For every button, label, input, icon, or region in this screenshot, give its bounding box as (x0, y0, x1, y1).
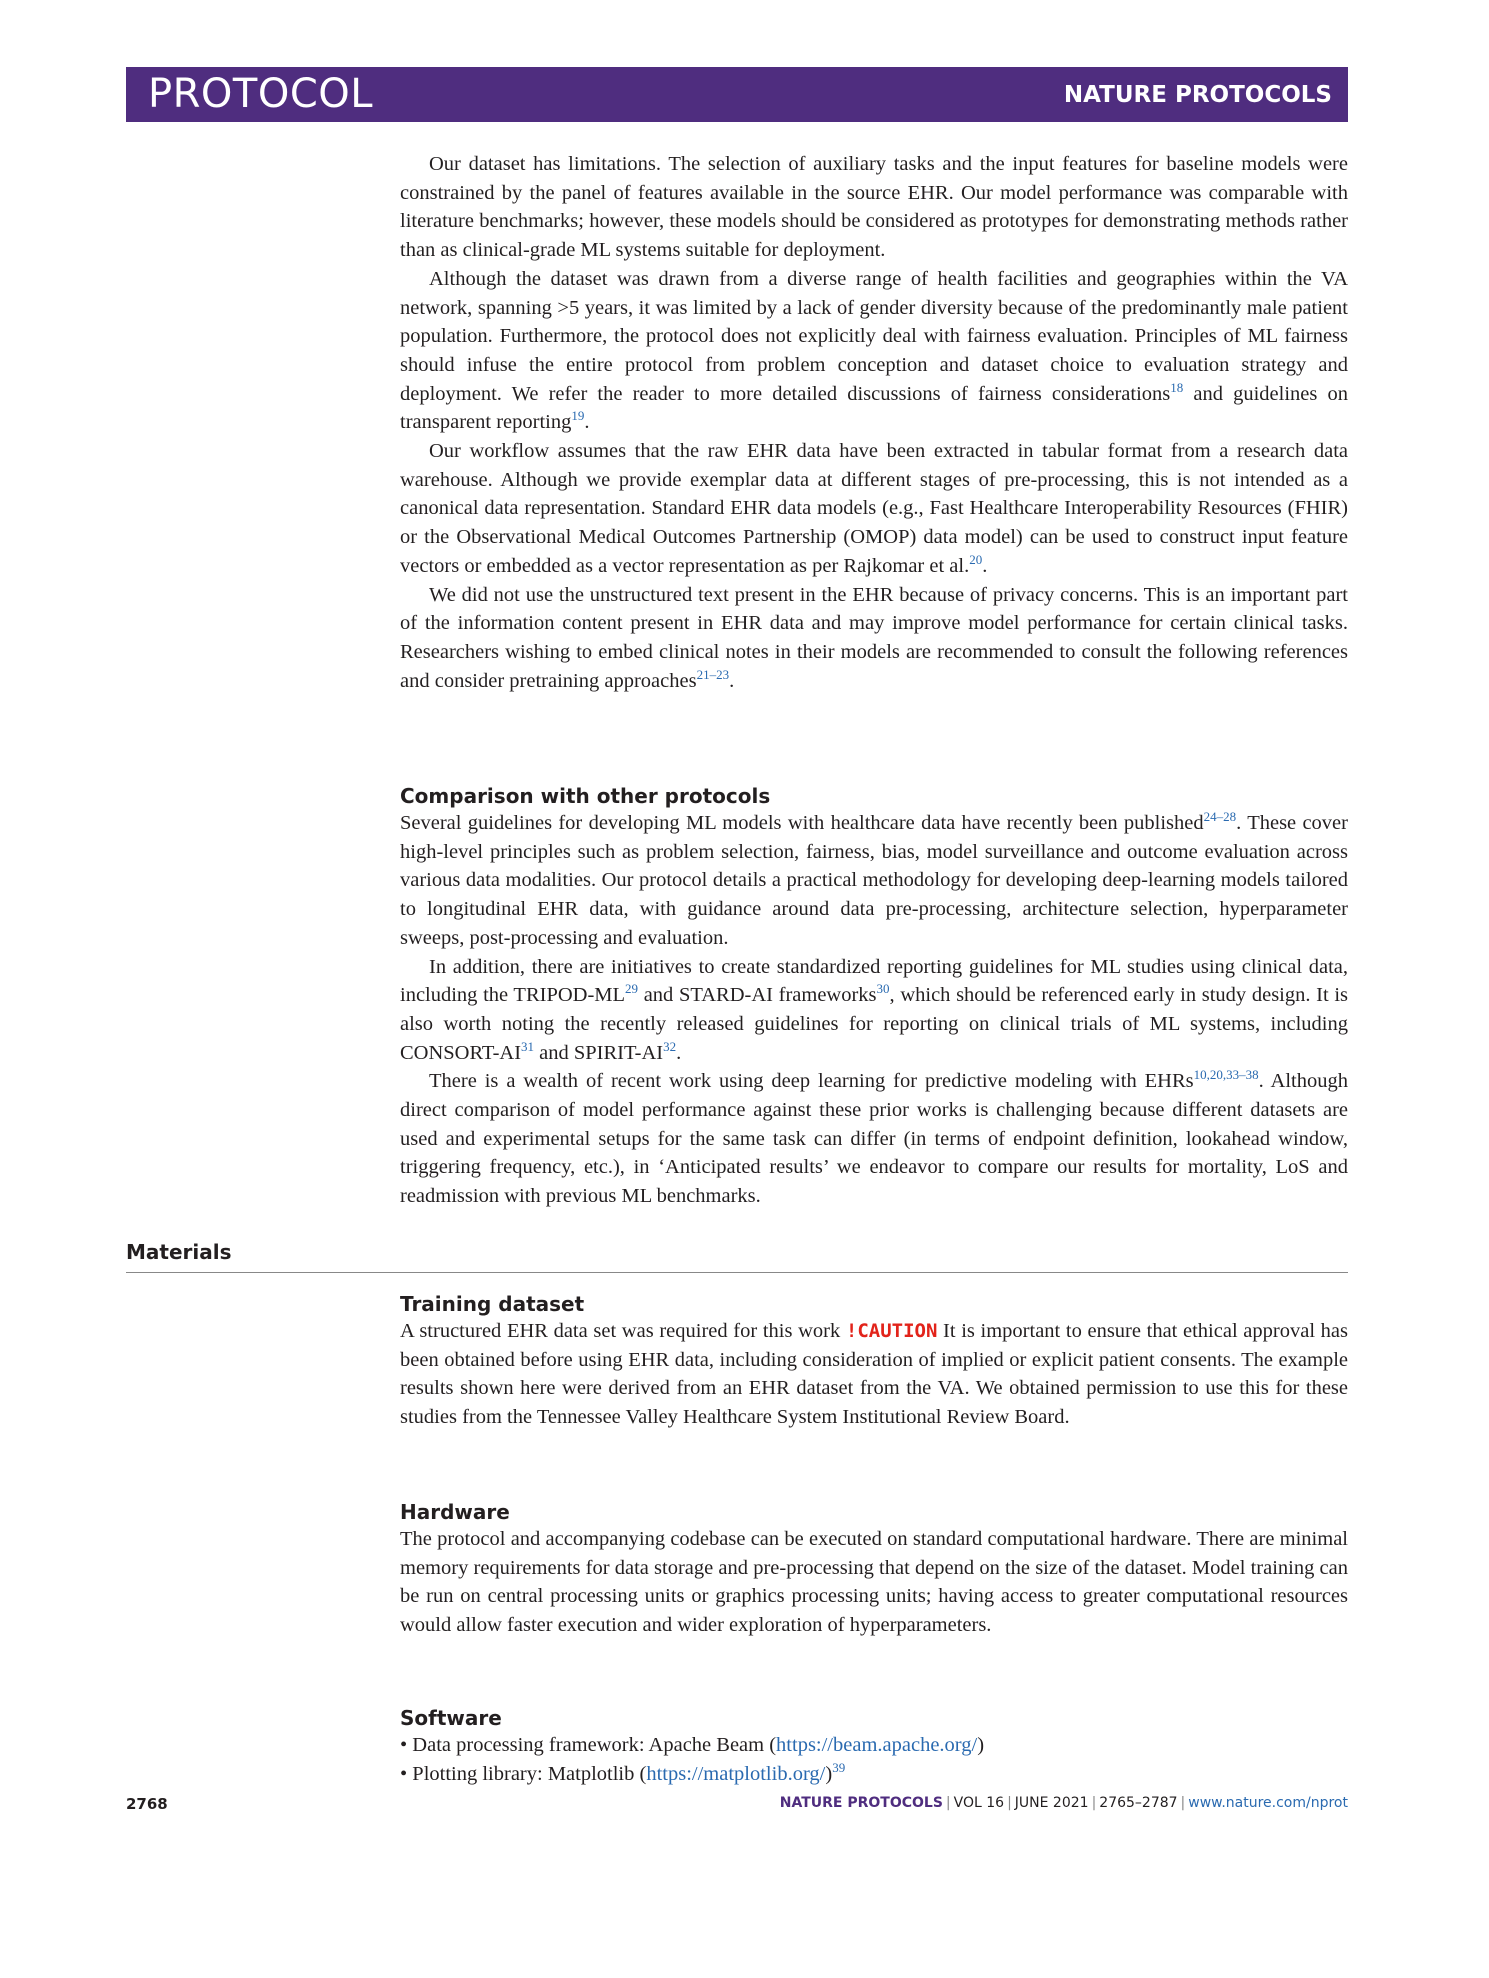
paragraph: We did not use the unstructured text present in the EHR because of privacy concerns. This is an important part of the information content present in EHR data and may improve model performance for certain clinical tasks. Researchers wishing to embed clinical notes in their models are recommended to consult the following references and consider pretraining approaches$^{21-23}$. (400, 583, 1348, 692)
paragraph: A structured EHR data set was required for this work !CAUTION It is important to ensure that ethical approval has been obtained before using EHR data, including consideration of implied or explicit patient consents. The example results shown here were derived from an EHR dataset from the VA. We obtained permission to use this for these studies from the Tennessee Valley Healthcare System Institutional Review Board. (400, 1320, 1348, 1429)
caution-label: !CAUTION (845, 1320, 938, 1342)
footer-citation: NATURE PROTOCOLS | VOL 16 | JUNE 2021 | 2765–2787 | www.nature.com/nprot (779, 1795, 1348, 1811)
footer-pages: 2765–2787 (1099, 1795, 1178, 1811)
reference-link[interactable]: 29 (625, 981, 639, 997)
hardware-section (400, 1499, 1348, 1640)
reference-link[interactable]: 19 (571, 408, 585, 424)
list-item: • Data processing framework: Apache Beam (https://beam.apache.org/) (400, 1734, 985, 1756)
list-item: • Plotting library: Matplotlib (https://matplotlib.org/)$^{39}$ (400, 1759, 846, 1785)
footer-date: JUNE 2021 (1014, 1795, 1089, 1811)
divider (126, 1272, 1348, 1273)
journal-name: NATURE PROTOCOLS (1063, 82, 1332, 108)
materials-heading: Materials (126, 1240, 232, 1264)
reference-link[interactable]: 39 (832, 1759, 846, 1775)
software-list (400, 1731, 1348, 1788)
reference-link[interactable]: 30 (876, 981, 890, 997)
section-heading: Hardware (400, 1500, 510, 1524)
paragraph: In addition, there are initiatives to create standardized reporting guidelines for ML studies using clinical data, including the TRIPOD-ML$^{29}$ and STARD-AI frameworks$^{30}$, which should be referenced early in study design. It is also worth noting the recently released guidelines for reporting on clinical trials of ML systems, including CONSORT-AI$^{31}$ and SPIRIT-AI$^{32}$. (400, 955, 1348, 1064)
paragraph: There is a wealth of recent work using deep learning for predictive modeling with EHRs$^{10,20,33-38}$. Although direct comparison of model performance against these prior works is challenging because different datasets are used and experimental setups for the same task can differ (in terms of endpoint definition, lookahead window, triggering frequency, etc.), in ‘Anticipated results’ we endeavor to compare our results for mortality, LoS and readmission with previous ML benchmarks. (400, 1067, 1348, 1208)
software-section (400, 1705, 1348, 1788)
reference-link[interactable]: 18 (1170, 379, 1184, 395)
paragraph: Although the dataset was drawn from a diverse range of health facilities and geographies within the VA network, spanning >5 years, it was limited by a lack of gender diversity because of the predominantly male patient population. Furthermore, the protocol does not explicitly deal with fairness evaluation. Principles of ML fairness should infuse the entire protocol from problem conception and dataset choice to evaluation strategy and deployment. We refer the reader to more detailed discussions of fairness considerations$^{18}$ and guidelines on transparent reporting$^{19}$. (400, 267, 1348, 434)
reference-link[interactable]: 24–28 (1203, 809, 1237, 824)
section-heading: Training dataset (400, 1292, 585, 1316)
reference-link[interactable]: 31 (521, 1038, 535, 1054)
reference-link[interactable]: 32 (663, 1038, 677, 1054)
section-label: PROTOCOL (148, 71, 374, 117)
reference-link[interactable]: 20 (969, 551, 983, 567)
beam-link[interactable]: https://beam.apache.org/ (776, 1734, 978, 1756)
intro-text (400, 150, 1348, 695)
footer-url[interactable]: www.nature.com/nprot (1188, 1795, 1348, 1811)
page-number: 2768 (126, 1795, 168, 1813)
paragraph: Our workflow assumes that the raw EHR data have been extracted in tabular format from a research data warehouse. Although we provide exemplar data at different stages of pre-processing, this is not intended as a canonical data representation. Standard EHR data models (e.g., Fast Healthcare Interoperability Resources (FHIR) or the Observational Medical Outcomes Partnership (OMOP) data model) can be used to construct input feature vectors or embedded as a vector representation as per Rajkomar et al.$^{20}$. (400, 440, 1348, 577)
training-dataset-section (400, 1291, 1348, 1432)
section-heading: Software (400, 1706, 502, 1730)
reference-link[interactable]: 10,20,33–38 (1193, 1067, 1259, 1083)
matplotlib-link[interactable]: https://matplotlib.org/ (646, 1762, 826, 1785)
paragraph: Several guidelines for developing ML models with healthcare data have recently been published$^{24-28}$. These cover high-level principles such as problem selection, fairness, bias, model surveillance and outcome evaluation across various data modalities. Our protocol details a practical methodology for developing deep-learning models tailored to longitudinal EHR data, with guidance around data pre-processing, architecture selection, hyperparameter sweeps, post-processing and evaluation. (400, 809, 1348, 949)
section-heading: Comparison with other protocols (400, 784, 771, 808)
comparison-section (400, 783, 1348, 1211)
paragraph: The protocol and accompanying codebase can be executed on standard computational hardware. There are minimal memory requirements for data storage and pre-processing that depend on the size of the dataset. Model training can be run on central processing units or graphics processing units; having access to greater computational resources would allow faster execution and wider exploration of hyperparameters. (400, 1528, 1348, 1637)
footer-volume: VOL 16 (953, 1795, 1005, 1811)
footer-journal: NATURE PROTOCOLS (779, 1795, 943, 1811)
paragraph: Our dataset has limitations. The selection of auxiliary tasks and the input features for baseline models were constrained by the panel of features available in the source EHR. Our model performance was comparable with literature benchmarks; however, these models should be considered as prototypes for demonstrating methods rather than as clinical-grade ML systems suitable for deployment. (400, 153, 1348, 262)
reference-link[interactable]: 21–23 (696, 666, 730, 682)
header-bar (126, 67, 1348, 122)
